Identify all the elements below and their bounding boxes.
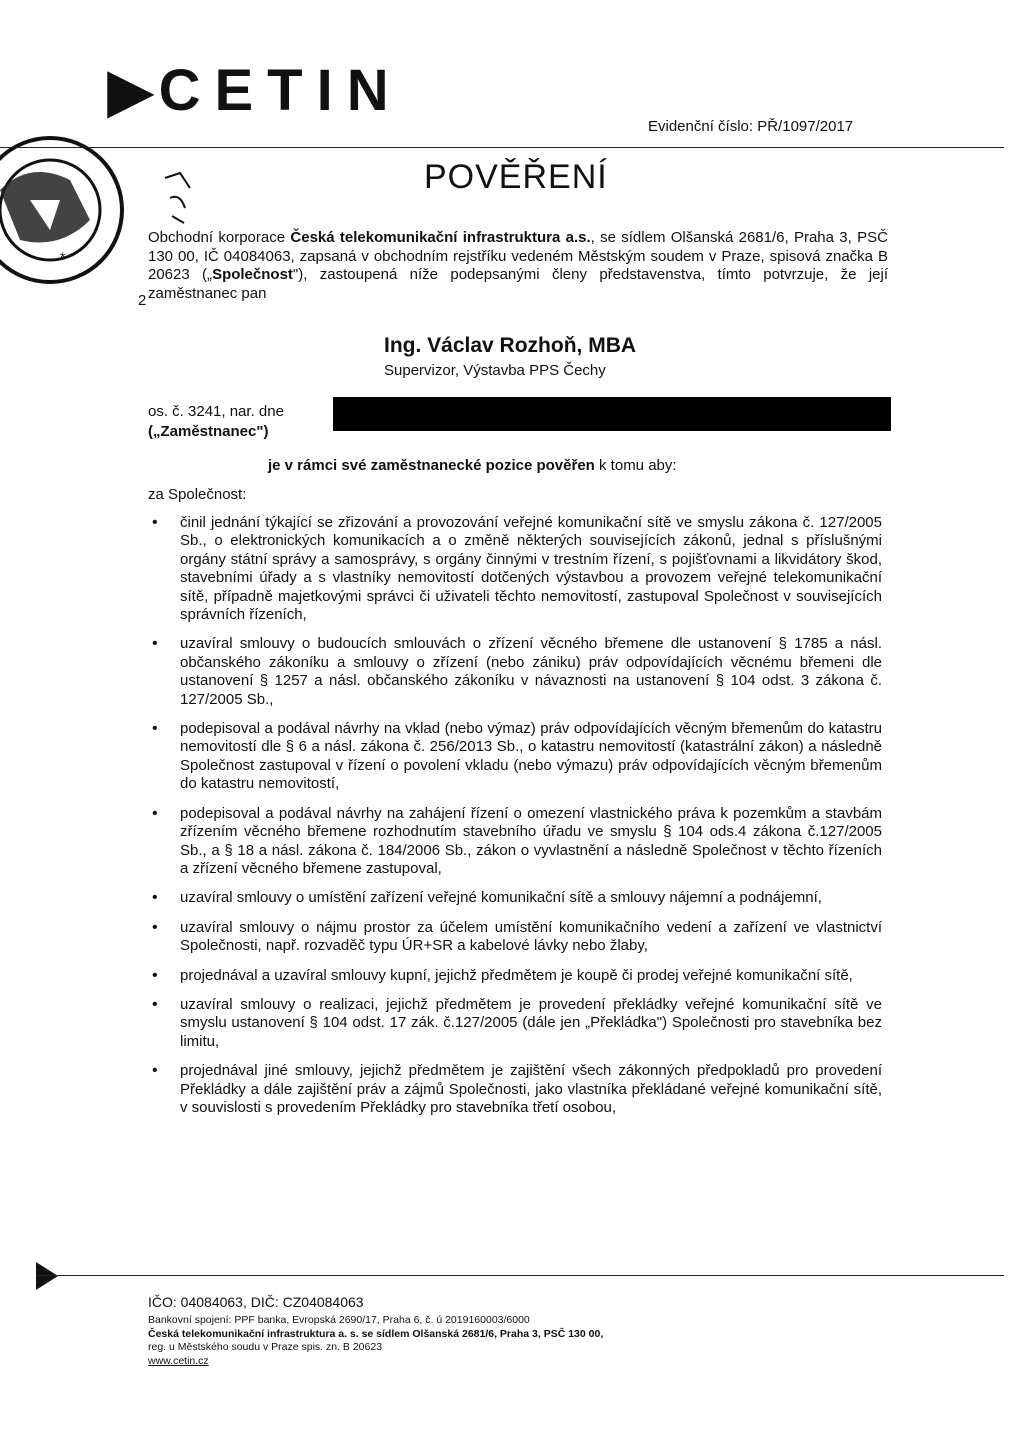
footer-registry: reg. u Městského soudu v Praze spis. zn. B 20623 — [148, 1341, 383, 1353]
employee-personal-number: os. č. 3241, nar. dne — [148, 403, 284, 420]
evidence-number: Evidenční číslo: PŘ/1097/2017 — [648, 118, 854, 135]
footer-company: Česká telekomunikační infrastruktura a. s. se sídlem Olšanská 2681/6, Praha 3, PSČ 130 00, — [148, 1327, 604, 1340]
list-item: • projednával a uzavíral smlouvy kupní, jejichž předmětem je koupě či prodej veřejné komunikační sítě, — [148, 967, 882, 985]
list-item: • podepisoval a podával návrhy na vklad (nebo výmaz) práv odpovídajících věcným břemenům do katastru nemovitostí dle § 6 a násl. zákona č. 256/2013 Sb., o katastru nemovitostí (katastrální zákon) a následně Společnost zastupoval v řízení o povolení vkladu (nebo výmazu) práv odpovídajících věcným břemenům do katastru nemovitostí, — [148, 720, 882, 794]
za-spolecnost-label: za Společnost: — [148, 486, 247, 503]
list-item: • uzavíral smlouvy o budoucích smlouvách o zřízení věcného břemene dle ustanovení § 1785 a násl. občanského zákoníku a smlouvy o zřízení (nebo zániku) práv odpovídajících věcnému břemeni dle ustanovení § 1257 a násl. občanského zákoníku v návaznosti na ustanovení § 104 odst. 3 zákona č. 127/2005 Sb., — [148, 635, 882, 709]
footer-ico-dic: IČO: 04084063, DIČ: CZ04084063 — [148, 1294, 364, 1310]
marginal-number: 2 — [138, 292, 147, 309]
footer-bank: Bankovní spojení: PPF banka, Evropská 2690/17, Praha 6, č. ú 2019160003/6000 — [148, 1314, 530, 1326]
logo-triangle-icon: ▶ — [108, 58, 153, 123]
list-item: • uzavíral smlouvy o umístění zařízení veřejné komunikační sítě a smlouvy nájemní a podnájemní, — [148, 889, 882, 907]
employee-name: Ing. Václav Rozhoň, MBA — [384, 334, 637, 357]
footer-arrow-icon — [36, 1262, 58, 1290]
footer-divider — [36, 1275, 1004, 1276]
company-seal-stamp — [0, 130, 130, 290]
header-divider — [0, 147, 1004, 148]
authorization-list — [148, 514, 882, 1128]
footer-web-link[interactable]: www.cetin.cz — [148, 1354, 209, 1367]
list-item: • podepisoval a podával návrhy na zahájení řízení o omezení vlastnického práva k pozemkům a stavbám zřízením věcného břemene rozhodnutím stavebního úřadu ve smyslu § 104 ods.4 zákona č.127/2005 Sb., a § 18 a násl. zákona č. 184/2006 Sb., zákon o vyvlastnění a následně Společnost v těchto řízeních a zřízení věcného břemene zastupoval, — [148, 805, 882, 879]
cetin-logo: ▶ CETIN — [108, 58, 403, 123]
list-item: • projednával jiné smlouvy, jejichž předmětem je zajištění všech zákonných předpokladů pro provedení Překládky a dále zajištění práv a zájmů Společnosti, jako vlastníka překládané veřejné komunikační sítě, v souvislosti s provedením Překládky pro stavebníka třetí osobou, — [148, 1062, 882, 1117]
footer-details — [148, 1314, 603, 1368]
svg-text:*: * — [60, 249, 66, 265]
document-title: POVĚŘENÍ — [424, 158, 608, 196]
intro-paragraph: Obchodní korporace Česká telekomunikační infrastruktura a.s., se sídlem Olšanská 2681/6, Praha 3, PSČ 130 00, IČ 04084063, zapsaná v obchodním rejstříku vedeném Městským soudem v Praze, spisová značka B 20623 („Společnost"), zastoupená níže podepsanými členy představenstva, tímto potvrzuje, že její zaměstnanec pan — [148, 229, 889, 302]
list-item: • uzavíral smlouvy o nájmu prostor za účelem umístění komunikačního vedení a zařízení ve vlastnictví Společnosti, např. rozvaděč typu ÚR+SR a kabelové lávky nebo žlaby, — [148, 919, 882, 956]
authorization-lead: je v rámci své zaměstnanecké pozice pověřen k tomu aby: — [268, 457, 677, 474]
redaction-bar — [333, 397, 891, 431]
list-item: • uzavíral smlouvy o realizaci, jejichž předmětem je provedení překládky veřejné komunikační sítě ve smyslu ustanovení § 104 odst. 17 zák. č.127/2005 (dále jen „Překládka") Společnosti pro stavebníka bez limitu, — [148, 996, 882, 1051]
list-item: • činil jednání týkající se zřizování a provozování veřejné komunikační sítě ve smyslu zákona č. 127/2005 Sb., o elektronických komunikacích a o změně některých souvisejících zákonů, jednal s příslušnými orgány státní správy a samosprávy, s orgány činnými v trestním řízení, s pojišťovnami a likvidátory škod, stavebními úřady a s vlastníky nemovitostí dotčených výstavbou a provozem veřejné telekomunikační sítě, případně majetkovými správci či uživateli těchto nemovitostí, zastupoval Společnost v souvisejících správních řízeních, — [148, 514, 882, 624]
employee-label: („Zaměstnanec") — [148, 423, 269, 440]
handwritten-marks — [160, 168, 200, 228]
employee-role: Supervizor, Výstavba PPS Čechy — [384, 362, 606, 379]
